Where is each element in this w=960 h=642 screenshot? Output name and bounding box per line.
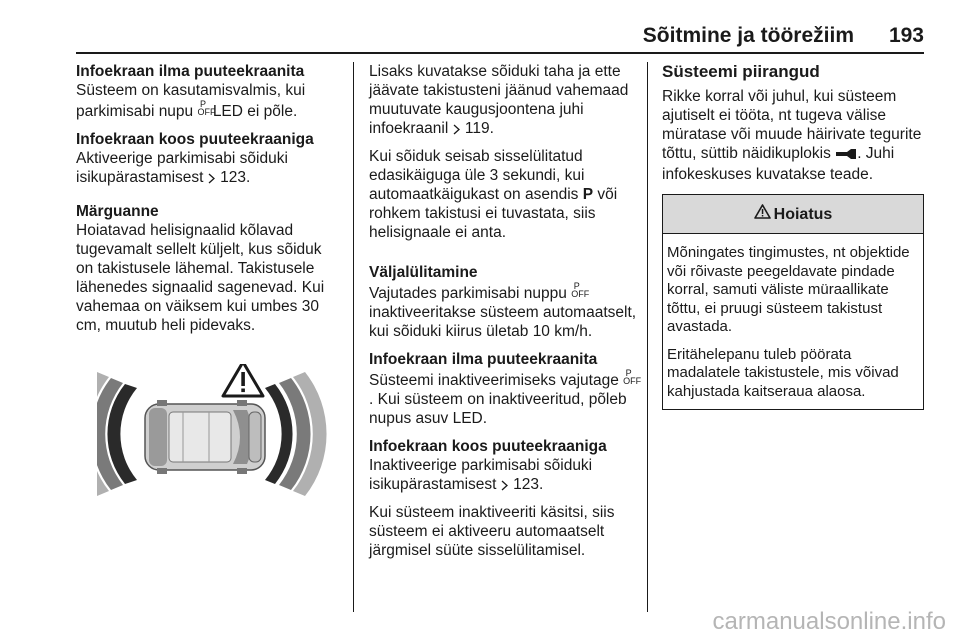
car-top-view <box>145 400 265 474</box>
column-divider <box>353 62 354 612</box>
section-heading: Infoekraan koos puuteekraaniga <box>369 438 607 455</box>
text: Inaktiveerige parkimisabi sõiduki isikupärastamisest <box>369 457 593 493</box>
parking-assist-off-icon: P OFF <box>571 281 590 299</box>
column-3 <box>662 62 924 410</box>
parking-assist-off-icon: P OFF <box>197 99 216 117</box>
warning-paragraph: Mõningates tingimustes, nt objektide või rõivaste peegeldavate pindade korral, samuti väliste müraallikate tõttu, ei pruugi süsteem takistust avastada. <box>667 244 910 335</box>
front-sensor-arcs <box>265 372 327 496</box>
text: inaktiveeritakse süsteem automaatselt, kui sõiduki kiirus ületab 10 km/h. <box>369 304 637 340</box>
text: . Kui süsteem on inaktiveeritud, põleb nupus asuv LED. <box>369 391 627 427</box>
paragraph <box>369 456 637 494</box>
paragraph <box>369 62 637 138</box>
section-heading: Infoekraan koos puuteekraaniga <box>76 131 314 148</box>
parking-sensor-icon <box>835 146 857 165</box>
parking-assist-off-icon: P OFF <box>623 368 642 386</box>
text: Vajutades parkimisabi nuppu <box>369 285 567 302</box>
page-title: Sõitmine ja töörežiim <box>642 24 854 47</box>
text: Kui sõiduk seisab sisselülitatud edasikäiguga üle 3 sekundi, kui automaatkäigukast on asendis <box>369 148 585 203</box>
text: LED ei põle. <box>212 103 298 120</box>
text: Süsteemi inaktiveerimiseks vajutage <box>369 372 619 389</box>
gear-position-p: P <box>582 186 594 203</box>
warning-triangle-icon <box>223 364 263 396</box>
paragraph <box>369 147 637 242</box>
section-title: Süsteemi piirangud <box>662 62 820 81</box>
warning-triangle-icon <box>754 204 771 224</box>
column-1 <box>76 62 338 344</box>
column-2 <box>369 62 642 569</box>
rear-sensor-arcs <box>97 372 137 496</box>
paragraph <box>76 149 338 187</box>
text: Lisaks kuvatakse sõiduki taha ja ette jäävate takistusteni jäänud vahemaad muutuvate kaugusjoontena juhi infoekraanil <box>369 63 629 137</box>
section-heading: Infoekraan ilma puuteekraanita <box>369 351 598 368</box>
text: Süsteem on kasutamisvalmis, kui parkimisabi nupu <box>76 82 306 120</box>
paragraph: Kui süsteem inaktiveeriti käsitsi, siis süsteem ei aktiveeru automaatselt järgmisel süüte sisselülitamisel. <box>369 504 615 559</box>
text: 119. <box>464 120 494 137</box>
paragraph <box>369 282 637 341</box>
text: Rikke korral või juhul, kui süsteem ajutiselt ei tööta, nt tugeva välise müratase või muude häirivate tegurite tõttu, süttib näidikuplokis <box>662 88 922 162</box>
paragraph: Hoiatavad helisignaalid kõlavad tugevamalt sellelt küljelt, kus sõiduk on takistusele lähemal. Takistusele lähenedes signaalid sagenevad. Kui vahemaa on väiksem kui umbes 30 cm, muutub heli pidevaks. <box>76 222 325 334</box>
page-number: 193 <box>888 24 924 47</box>
paragraph <box>369 368 642 428</box>
text: Aktiveerige parkimisabi sõiduki isikupärastamisest <box>76 150 288 186</box>
page-reference-arrow-icon <box>501 480 509 490</box>
section-heading: Väljalülitamine <box>369 264 478 281</box>
page-header <box>76 24 924 54</box>
text: . Juhi infokeskuses kuvatakse teade. <box>662 145 895 183</box>
paragraph <box>76 81 338 121</box>
text: 123. <box>220 169 251 186</box>
column-divider <box>647 62 648 612</box>
watermark: carmanualsonline.info <box>712 608 946 635</box>
page-reference-arrow-icon <box>453 124 461 134</box>
warning-paragraph: Eritähelepanu tuleb pöörata madalatele takistustele, mis võivad kahjustada kaitseraua alaosa. <box>667 345 899 400</box>
text: või rohkem takistusi ei tuvastata, siis helisignaale ei anta. <box>369 186 618 241</box>
section-heading: Märguanne <box>76 203 159 220</box>
page-reference-arrow-icon <box>208 173 216 183</box>
warning-title: Hoiatus <box>773 205 833 223</box>
warning-box <box>662 194 924 410</box>
paragraph <box>662 87 924 184</box>
section-heading: Infoekraan ilma puuteekraanita <box>76 63 305 80</box>
parking-sensor-illustration <box>97 364 331 504</box>
warning-body <box>663 234 923 409</box>
text: 123. <box>513 476 544 493</box>
warning-header <box>663 195 923 234</box>
